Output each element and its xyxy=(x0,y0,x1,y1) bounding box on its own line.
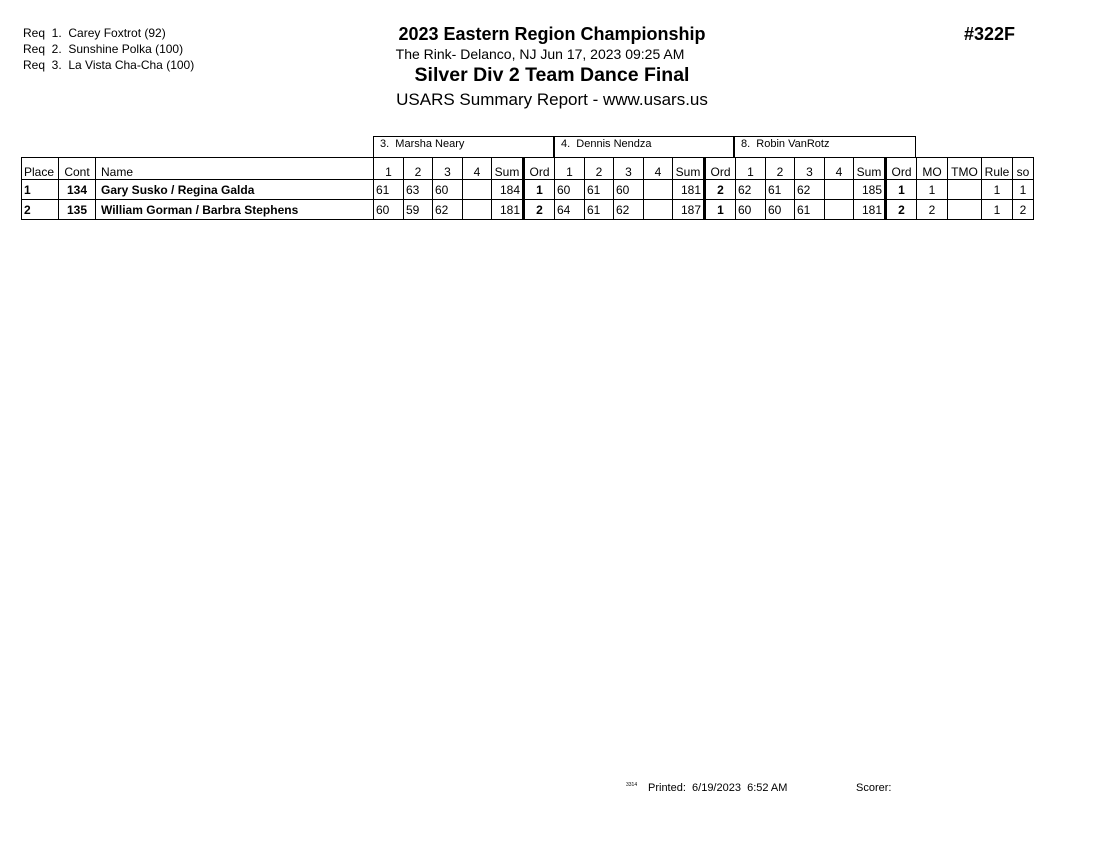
score-cell: 62 xyxy=(614,200,644,220)
col-ord: Ord xyxy=(524,158,555,180)
col-rule: Rule xyxy=(982,158,1013,180)
judge-header-2: 4. Dennis Nendza xyxy=(554,136,734,157)
col-score-4: 4 xyxy=(463,158,492,180)
sum-cell: 187 xyxy=(673,200,705,220)
so-cell: 2 xyxy=(1013,200,1034,220)
venue-date-line: The Rink- Delanco, NJ Jun 17, 2023 09:25 AM xyxy=(395,46,685,62)
header-row xyxy=(22,158,1034,180)
col-place: Place xyxy=(22,158,59,180)
score-cell xyxy=(463,180,492,200)
sum-cell: 184 xyxy=(492,180,524,200)
place-cell: 1 xyxy=(22,180,59,200)
col-score-4: 4 xyxy=(644,158,673,180)
col-tmo: TMO xyxy=(948,158,982,180)
col-score-3: 3 xyxy=(795,158,825,180)
score-cell: 61 xyxy=(766,180,795,200)
event-title: Silver Div 2 Team Dance Final xyxy=(414,64,690,86)
sum-cell: 185 xyxy=(854,180,886,200)
col-cont: Cont xyxy=(59,158,96,180)
requirement-item: Req 1. Carey Foxtrot (92) xyxy=(23,26,166,40)
rule-cell: 1 xyxy=(982,180,1013,200)
judge-header-3: 8. Robin VanRotz xyxy=(734,136,916,157)
mo-cell: 1 xyxy=(917,180,948,200)
results-table xyxy=(21,157,1034,220)
mo-cell: 2 xyxy=(917,200,948,220)
table-row xyxy=(22,180,1034,200)
score-cell: 61 xyxy=(585,180,614,200)
ord-cell: 2 xyxy=(886,200,917,220)
scorer-label: Scorer: xyxy=(856,782,892,794)
name-cell: William Gorman / Barbra Stephens xyxy=(96,200,374,220)
col-sum: Sum xyxy=(854,158,886,180)
score-cell: 60 xyxy=(736,200,766,220)
score-cell: 59 xyxy=(404,200,433,220)
ord-cell: 2 xyxy=(705,180,736,200)
col-score-4: 4 xyxy=(825,158,854,180)
footer-code: 3314 xyxy=(626,782,638,788)
col-score-2: 2 xyxy=(585,158,614,180)
so-cell: 1 xyxy=(1013,180,1034,200)
table-row xyxy=(22,200,1034,220)
sum-cell: 181 xyxy=(492,200,524,220)
competition-title: 2023 Eastern Region Championship xyxy=(398,24,706,44)
score-cell: 60 xyxy=(374,200,404,220)
score-cell xyxy=(825,180,854,200)
ord-cell: 1 xyxy=(886,180,917,200)
col-score-3: 3 xyxy=(614,158,644,180)
score-cell: 62 xyxy=(795,180,825,200)
score-cell xyxy=(644,200,673,220)
score-cell: 61 xyxy=(374,180,404,200)
col-score-1: 1 xyxy=(374,158,404,180)
score-cell: 60 xyxy=(555,180,585,200)
score-cell: 64 xyxy=(555,200,585,220)
cont-cell: 134 xyxy=(59,180,96,200)
score-cell: 62 xyxy=(736,180,766,200)
col-score-1: 1 xyxy=(555,158,585,180)
col-score-3: 3 xyxy=(433,158,463,180)
score-cell xyxy=(463,200,492,220)
requirement-item: Req 2. Sunshine Polka (100) xyxy=(23,42,184,56)
sum-cell: 181 xyxy=(673,180,705,200)
col-sum: Sum xyxy=(492,158,524,180)
col-name: Name xyxy=(96,158,374,180)
score-cell: 62 xyxy=(433,200,463,220)
ord-cell: 2 xyxy=(524,200,555,220)
printed-timestamp: Printed: 6/19/2023 6:52 AM xyxy=(648,782,788,794)
place-cell: 2 xyxy=(22,200,59,220)
score-cell: 60 xyxy=(766,200,795,220)
col-score-2: 2 xyxy=(766,158,795,180)
score-cell: 63 xyxy=(404,180,433,200)
requirement-item: Req 3. La Vista Cha-Cha (100) xyxy=(23,58,195,72)
col-score-1: 1 xyxy=(736,158,766,180)
cont-cell: 135 xyxy=(59,200,96,220)
judge-header-1: 3. Marsha Neary xyxy=(373,136,554,157)
sum-cell: 181 xyxy=(854,200,886,220)
col-ord: Ord xyxy=(886,158,917,180)
event-number: #322F xyxy=(964,24,1016,44)
score-cell xyxy=(644,180,673,200)
col-so: so xyxy=(1013,158,1034,180)
score-cell: 60 xyxy=(433,180,463,200)
rule-cell: 1 xyxy=(982,200,1013,220)
ord-cell: 1 xyxy=(705,200,736,220)
tmo-cell xyxy=(948,180,982,200)
col-score-2: 2 xyxy=(404,158,433,180)
col-sum: Sum xyxy=(673,158,705,180)
ord-cell: 1 xyxy=(524,180,555,200)
col-mo: MO xyxy=(917,158,948,180)
score-cell: 60 xyxy=(614,180,644,200)
score-cell: 61 xyxy=(795,200,825,220)
score-cell xyxy=(825,200,854,220)
name-cell: Gary Susko / Regina Galda xyxy=(96,180,374,200)
tmo-cell xyxy=(948,200,982,220)
col-ord: Ord xyxy=(705,158,736,180)
score-cell: 61 xyxy=(585,200,614,220)
report-title: USARS Summary Report - www.usars.us xyxy=(396,90,708,109)
